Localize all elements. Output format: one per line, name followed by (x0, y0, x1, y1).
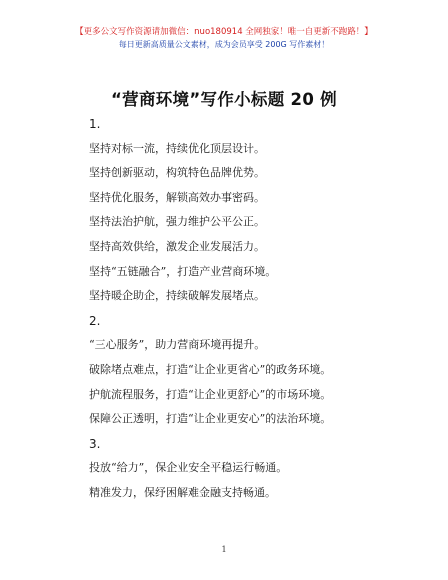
heading-item: 护航流程服务，打造“让企业更舒心”的市场环境。 (89, 387, 332, 401)
page-number: 1 (221, 545, 227, 554)
heading-item: 破除堵点难点，打造“让企业更省心”的政务环境。 (89, 362, 332, 376)
promo-banner-line-1: 【更多公文写作资源请加微信：nuo180914 全网独家！唯一自更新不跑路！】 (75, 27, 373, 37)
heading-item: 坚持暖企助企，持续破解发展堵点。 (89, 289, 265, 303)
heading-item: 精准发力，保纾困解难金融支持畅通。 (89, 485, 276, 499)
heading-item: 坚持“五链融合”，打造产业营商环境。 (89, 264, 277, 278)
document-title: “营商环境”写作小标题 20 例 (111, 90, 337, 109)
heading-item: 坚持法治护航，强力维护公平公正。 (89, 215, 265, 229)
promo-banner-line-2: 每日更新高质量公文素材，成为会员享受 200G 写作素材！ (118, 40, 330, 49)
section-number: 1. (89, 117, 101, 131)
section-number: 3. (89, 436, 101, 451)
heading-item: “三心服务”，助力营商环境再提升。 (89, 338, 266, 352)
heading-item: 坚持创新驱动，构筑特色品牌优势。 (89, 166, 265, 180)
section-number: 2. (89, 313, 101, 328)
promo-banner (0, 26, 448, 51)
heading-item: 坚持高效供给，激发企业发展活力。 (89, 239, 265, 253)
heading-item: 坚持优化服务，解锁高效办事密码。 (89, 190, 265, 204)
heading-item: 保障公正透明，打造“让企业更安心”的法治环境。 (89, 412, 332, 426)
heading-item: 投放“给力”，保企业安全平稳运行畅通。 (89, 461, 288, 475)
document-body (89, 112, 419, 506)
heading-item: 坚持对标一流，持续优化顶层设计。 (89, 141, 265, 155)
